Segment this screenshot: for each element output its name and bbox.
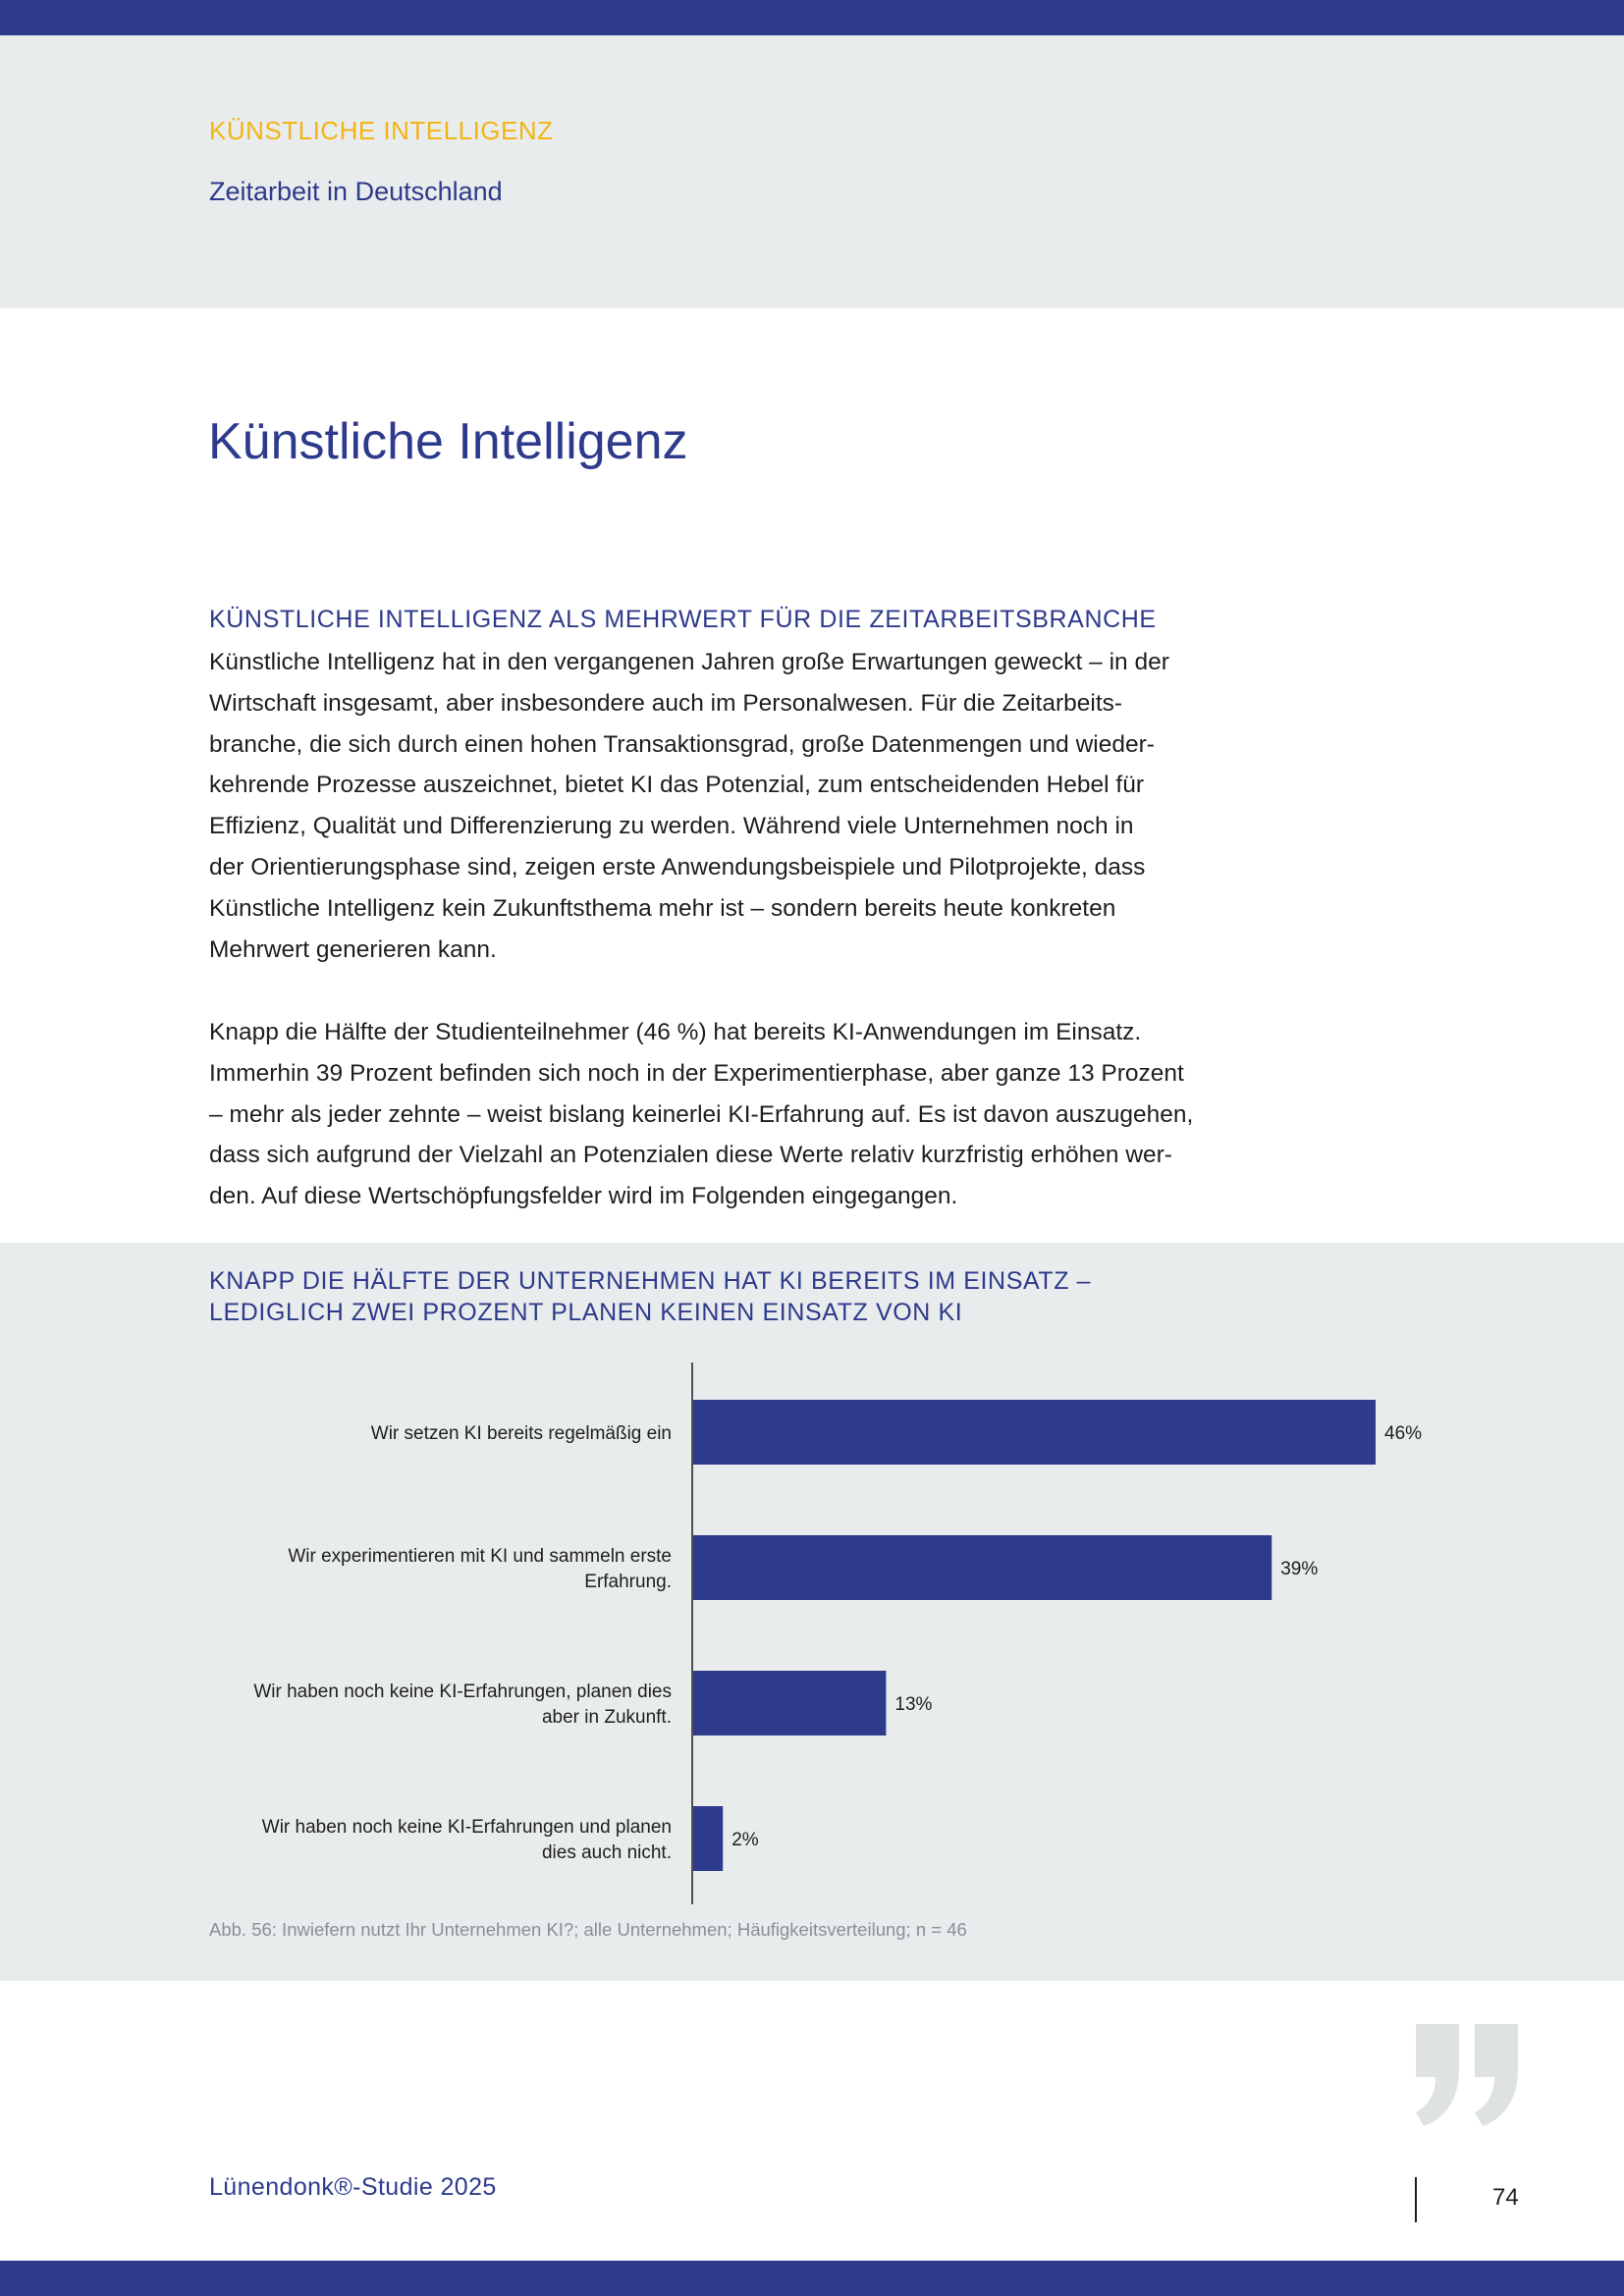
header-subtitle: Zeitarbeit in Deutschland: [209, 177, 503, 206]
footer-brand: Lünendonk®-Studie 2025: [209, 2173, 497, 2201]
figure-caption: Abb. 56: Inwiefern nutzt Ihr Unternehmen KI?; alle Unternehmen; Häufigkeitsverteilung; n = 46: [209, 1919, 967, 1940]
body-line: Künstliche Intelligenz hat in den vergangenen Jahren große Erwartungen geweckt – in der: [209, 649, 1169, 675]
body-line: – mehr als jeder zehnte – weist bislang keinerlei KI-Erfahrung auf. Es ist davon auszugehen,: [209, 1100, 1194, 1128]
body-line: Mehrwert generieren kann.: [209, 935, 497, 963]
chart-category-label: dies auch nicht.: [541, 1842, 672, 1863]
body-line: den. Auf diese Wertschöpfungsfelder wird im Folgenden eingegangen.: [209, 1183, 958, 1210]
page-number: 74: [1492, 2184, 1519, 2211]
body-paragraph-1: [209, 642, 1191, 970]
body-line: Künstliche Intelligenz kein Zukunftsthema mehr ist – sondern bereits heute konkreten: [209, 894, 1116, 922]
body-line: Effizienz, Qualität und Differenzierung zu werden. Während viele Unternehmen noch in: [209, 813, 1134, 840]
body-paragraph-2: [209, 1012, 1194, 1217]
quote-mark-icon: [1412, 2024, 1522, 2126]
body-line: kehrende Prozesse auszeichnet, bietet KI das Potenzial, zum entscheidenden Hebel für: [209, 772, 1144, 799]
top-accent-bar: [0, 0, 1624, 35]
chart-title-line: KNAPP DIE HÄLFTE DER UNTERNEHMEN HAT KI BEREITS IM EINSATZ –: [209, 1267, 1092, 1295]
bar-chart: [0, 1355, 1624, 1914]
body-line: Wirtschaft insgesamt, aber insbesondere auch im Personalwesen. Für die Zeitarbeits-: [209, 689, 1123, 717]
page-title: Künstliche Intelligenz: [208, 413, 688, 470]
body-line: Knapp die Hälfte der Studienteilnehmer (46 %) hat bereits KI-Anwendungen im Einsatz.: [209, 1019, 1142, 1045]
bottom-accent-bar: [0, 2261, 1624, 2296]
chart-bar: [693, 1671, 886, 1735]
chart-value-label: 39%: [1280, 1559, 1319, 1579]
chart-value-label: 2%: [731, 1830, 759, 1850]
chart-category-label: Erfahrung.: [584, 1572, 672, 1592]
body-line: Immerhin 39 Prozent befinden sich noch in der Experimentierphase, aber ganze 13 Prozent: [209, 1059, 1184, 1087]
chart-bar: [693, 1806, 723, 1871]
footer-divider: [1415, 2177, 1417, 2222]
chart-value-label: 13%: [894, 1694, 933, 1715]
body-line: branche, die sich durch einen hohen Transaktionsgrad, große Datenmengen und wieder-: [209, 730, 1155, 758]
chart-title: [209, 1265, 1091, 1328]
chart-title-line: LEDIGLICH ZWEI PROZENT PLANEN KEINEN EINSATZ VON KI: [209, 1299, 963, 1326]
chart-category-label: Wir haben noch keine KI-Erfahrungen, planen dies: [253, 1682, 672, 1702]
chart-value-label: 46%: [1384, 1423, 1423, 1444]
header-kicker: KÜNSTLICHE INTELLIGENZ: [209, 116, 554, 145]
body-line: der Orientierungsphase sind, zeigen erste Anwendungsbeispiele und Pilotprojekte, dass: [209, 853, 1146, 881]
chart-category-label: aber in Zukunft.: [541, 1707, 672, 1728]
chart-bar: [693, 1535, 1272, 1600]
header-band: [0, 35, 1624, 308]
section-heading: KÜNSTLICHE INTELLIGENZ ALS MEHRWERT FÜR DIE ZEITARBEITSBRANCHE: [209, 606, 1157, 633]
chart-category-label: Wir experimentieren mit KI und sammeln erste: [288, 1546, 672, 1567]
chart-category-label: Wir haben noch keine KI-Erfahrungen und planen: [261, 1817, 672, 1838]
chart-bar: [693, 1400, 1376, 1465]
chart-category-label: Wir setzen KI bereits regelmäßig ein: [370, 1423, 672, 1444]
body-line: dass sich aufgrund der Vielzahl an Potenzialen diese Werte relativ kurzfristig erhöhen wer-: [209, 1142, 1172, 1169]
